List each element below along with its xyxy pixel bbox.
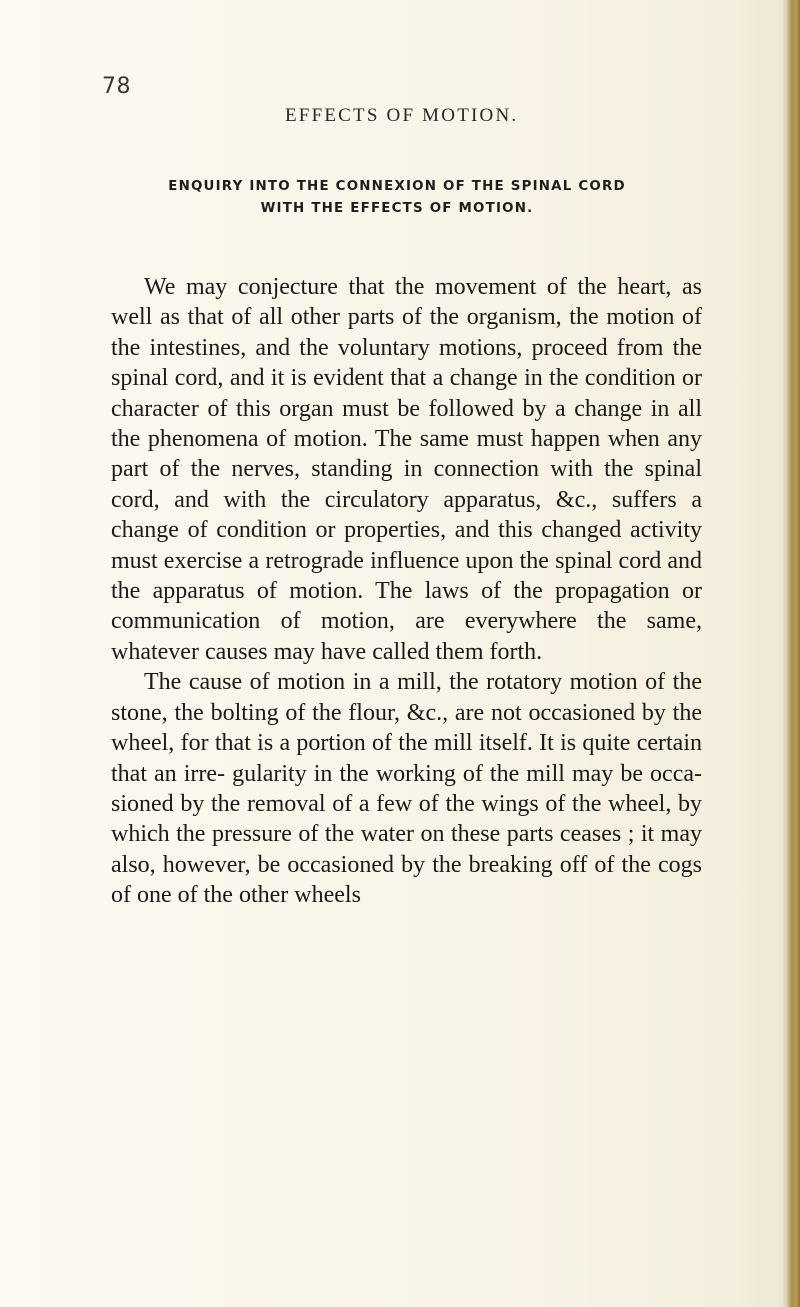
- paragraph-2: The cause of motion in a mill, the rotatory motion of the stone, the bolting of the flour, &c., are not occasioned by the wheel, for that is a portion of the mill itself. It is quite certain that an irre- gularity in the working of the mill may be occa- sioned by the removal of a few of the wings of the wheel, by which the pressure of the water on these parts ceases ; it may also, however, be occasioned by the breaking off of the cogs of one of the other wheels: [111, 669, 702, 909]
- page-number: 78: [102, 74, 131, 99]
- paragraph-1: We may conjecture that the movement of the heart, as well as that of all other parts of the organism, the motion of the intestines, and the voluntary motions, proceed from the spinal cord, and it is evident that a change in the condition or character of this organ must be followed by a change in all the phenomena of motion. The same must happen when any part of the nerves, standing in connection with the spinal cord, and with the circulatory apparatus, &c., suffers a change of condition or properties, and this changed activity must exercise a retrograde influence upon the spinal cord and the apparatus of motion. The laws of the propagation or communication of motion, are everywhere the same, whatever causes may have called them forth.: [111, 274, 702, 665]
- body-text: [111, 272, 702, 911]
- running-head: EFFECTS OF MOTION.: [285, 105, 519, 126]
- page-edge: [782, 0, 800, 1307]
- section-heading: ENQUIRY INTO THE CONNEXION OF THE SPINAL CORD WITH THE EFFECTS OF MOTION.: [168, 179, 626, 216]
